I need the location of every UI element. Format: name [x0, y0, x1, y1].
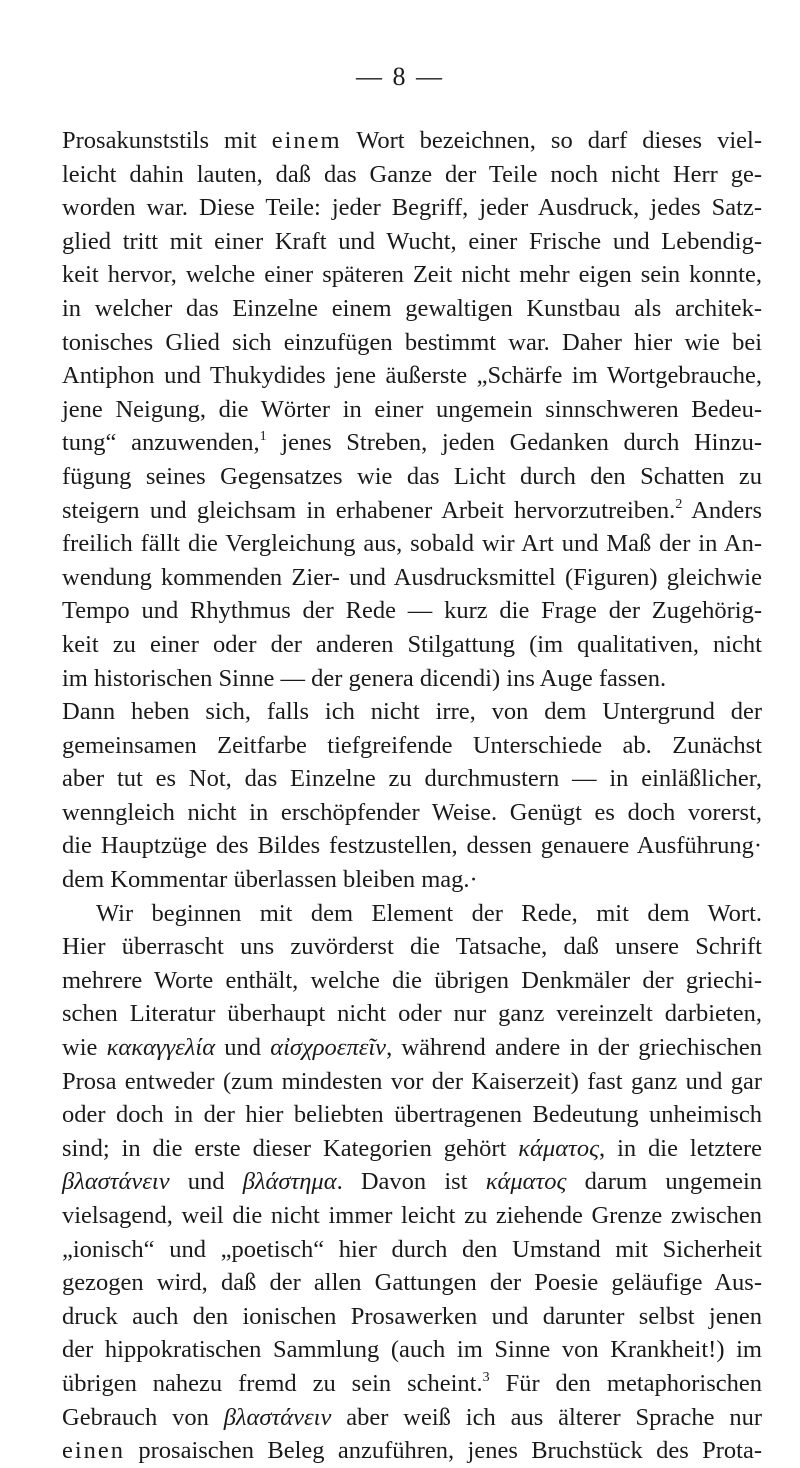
text-line	[62, 796, 762, 830]
text-segment: tonisches Glied sich einzufügen bestimmt war. Daher hier wie bei	[62, 328, 762, 356]
text-line	[62, 1065, 762, 1099]
text-segment: gezogen wird, daß der allen Gattungen der Poesie geläufige Aus-	[62, 1269, 762, 1297]
text-segment: Gebrauch von	[62, 1403, 224, 1431]
text-segment: druck auch den ionischen Prosawerken und darunter selbst jenen	[62, 1302, 762, 1330]
text-line	[62, 997, 762, 1031]
text-segment: glied tritt mit einer Kraft und Wucht, einer Frische und Lebendig-	[62, 227, 762, 255]
text-segment: in welcher das Einzelne einem gewaltigen Kunstbau als architek-	[62, 294, 762, 322]
greek-term: βλαστάνειν	[223, 1403, 332, 1431]
text-segment: tung“ anzuwenden,	[62, 429, 260, 457]
text-line	[62, 1098, 762, 1132]
text-segment: Wort bezeichnen, so darf dieses viel-	[341, 127, 762, 154]
text-line	[62, 393, 762, 427]
text-line	[62, 527, 762, 561]
text-segment: . Davon ist	[336, 1168, 486, 1196]
text-segment: dem Kommentar überlassen bleiben mag.·	[62, 866, 478, 894]
text-segment: die Hauptzüge des Bildes festzustellen, dessen genauere Ausführung·	[62, 832, 762, 860]
text-line	[62, 1165, 762, 1199]
text-line	[62, 1132, 762, 1166]
text-line	[62, 829, 762, 863]
text-line	[62, 124, 762, 158]
text-segment: Antiphon und Thukydides jene äußerste „Schärfe im Wortgebrauche,	[62, 362, 762, 390]
text-line	[62, 1031, 762, 1065]
text-segment: worden war. Diese Teile: jeder Begriff, jeder Ausdruck, jedes Satz-	[62, 194, 762, 222]
text-segment: jene Neigung, die Wörter in einer ungemein sinnschweren Bedeu-	[62, 395, 762, 423]
greek-term: κάματος	[485, 1168, 567, 1196]
text-line	[62, 258, 762, 292]
text-segment: wendung kommenden Zier- und Ausdrucksmittel (Figuren) gleichwie	[62, 563, 762, 591]
text-line	[62, 930, 762, 964]
text-line	[62, 1199, 762, 1233]
text-segment: Prosakunststils mit	[62, 127, 272, 154]
text-line	[62, 292, 762, 326]
greek-term: κακαγγελία	[106, 1034, 216, 1062]
text-segment: Dann heben sich, falls ich nicht irre, von dem Untergrund der	[62, 698, 762, 726]
text-line	[62, 1401, 762, 1435]
text-line	[62, 225, 762, 259]
page-number: — 8 —	[356, 62, 444, 91]
text-segment: jenes Streben, jeden Gedanken durch Hinzu-	[266, 429, 762, 457]
footnote-ref: 3	[482, 1369, 490, 1385]
text-segment: Für den metaphorischen	[489, 1369, 762, 1397]
text-segment: Anders	[682, 496, 762, 524]
text-segment: im historischen Sinne — der genera dicendi) ins Auge fassen.	[62, 664, 667, 692]
text-line	[62, 1333, 762, 1367]
text-segment: leicht dahin lauten, daß das Ganze der Teile noch nicht Herr ge-	[62, 160, 762, 188]
text-line	[62, 863, 762, 897]
greek-term: κάματος	[518, 1134, 600, 1162]
text-line	[62, 1367, 762, 1401]
greek-term: βλάστημα	[242, 1168, 337, 1196]
text-line	[62, 964, 762, 998]
footnote-ref: 2	[675, 496, 683, 512]
text-segment: darum ungemein	[566, 1168, 763, 1196]
text-line	[62, 326, 762, 360]
text-segment: , in die letztere	[599, 1134, 762, 1162]
text-segment: Tempo und Rhythmus der Rede — kurz die Frage der Zugehörig-	[62, 597, 762, 625]
greek-term: αἰσχροεπεῖν	[270, 1034, 387, 1062]
text-segment: , während andere in der griechischen	[386, 1034, 763, 1062]
text-segment: der hippokratischen Sammlung (auch im Sinne von Krankheit!) im	[62, 1336, 762, 1364]
text-segment: fügung seines Gegensatzes wie das Licht durch den Schatten zu	[62, 462, 762, 490]
text-segment: Prosa entweder (zum mindesten vor der Kaiserzeit) fast ganz und gar	[62, 1067, 762, 1095]
text-line	[62, 494, 762, 528]
text-segment: wenngleich nicht in erschöpfender Weise. Genügt es doch vorerst,	[62, 798, 762, 826]
text-line	[62, 426, 762, 460]
text-line	[62, 594, 762, 628]
text-segment: keit zu einer oder der anderen Stilgattung (im qualitativen, nicht	[62, 630, 762, 658]
text-segment: prosaischen Beleg anzuführen, jenes Bruchstück des Prota-	[125, 1437, 762, 1465]
text-segment: keit hervor, welche einer späteren Zeit nicht mehr eigen sein konnte,	[62, 261, 762, 289]
text-line	[62, 662, 762, 696]
body-text	[62, 124, 762, 1468]
text-segment: oder doch in der hier beliebten übertragenen Bedeutung unheimisch	[62, 1101, 762, 1129]
text-line	[62, 897, 762, 931]
text-segment: gemeinsamen Zeitfarbe tiefgreifende Unterschiede ab. Zunächst	[62, 731, 762, 759]
text-segment: aber weiß ich aus älterer Sprache nur	[331, 1403, 762, 1431]
text-segment: übrigen nahezu fremd zu sein scheint.	[62, 1369, 483, 1397]
footnote-ref: 1	[259, 429, 267, 445]
text-segment: freilich fällt die Vergleichung aus, sobald wir Art und Maß der in An-	[62, 530, 762, 558]
text-line	[62, 1300, 762, 1334]
spaced-emphasis: einen	[62, 1437, 126, 1465]
text-line	[62, 762, 762, 796]
spaced-emphasis: einem	[271, 127, 342, 154]
greek-term: βλαστάνειν	[62, 1168, 170, 1196]
text-segment: Hier überrascht uns zuvörderst die Tatsache, daß unsere Schrift	[62, 933, 762, 961]
text-line	[62, 1434, 762, 1468]
text-segment: schen Literatur überhaupt nicht oder nur ganz vereinzelt darbieten,	[62, 1000, 762, 1028]
text-line	[62, 191, 762, 225]
text-line	[62, 729, 762, 763]
text-segment: steigern und gleichsam in erhabener Arbeit hervorzutreiben.	[62, 496, 676, 524]
text-segment: und	[215, 1034, 271, 1062]
text-line	[62, 695, 762, 729]
text-line	[62, 628, 762, 662]
text-line	[62, 158, 762, 192]
text-line	[62, 1233, 762, 1267]
text-segment: Wir beginnen mit dem Element der Rede, mit dem Wort.	[96, 899, 762, 927]
text-line	[62, 359, 762, 393]
text-segment: mehrere Worte enthält, welche die übrigen Denkmäler der griechi-	[62, 966, 762, 994]
text-segment: wie	[62, 1034, 107, 1062]
text-line	[62, 460, 762, 494]
text-segment: und	[169, 1168, 243, 1196]
text-line	[62, 561, 762, 595]
text-segment: vielsagend, weil die nicht immer leicht zu ziehende Grenze zwischen	[62, 1202, 762, 1229]
text-segment: aber tut es Not, das Einzelne zu durchmustern — in einläßlicher,	[62, 765, 762, 793]
text-segment: sind; in die erste dieser Kategorien gehört	[62, 1134, 519, 1162]
text-segment: „ionisch“ und „poetisch“ hier durch den Umstand mit Sicherheit	[62, 1235, 762, 1263]
text-line	[62, 1266, 762, 1300]
